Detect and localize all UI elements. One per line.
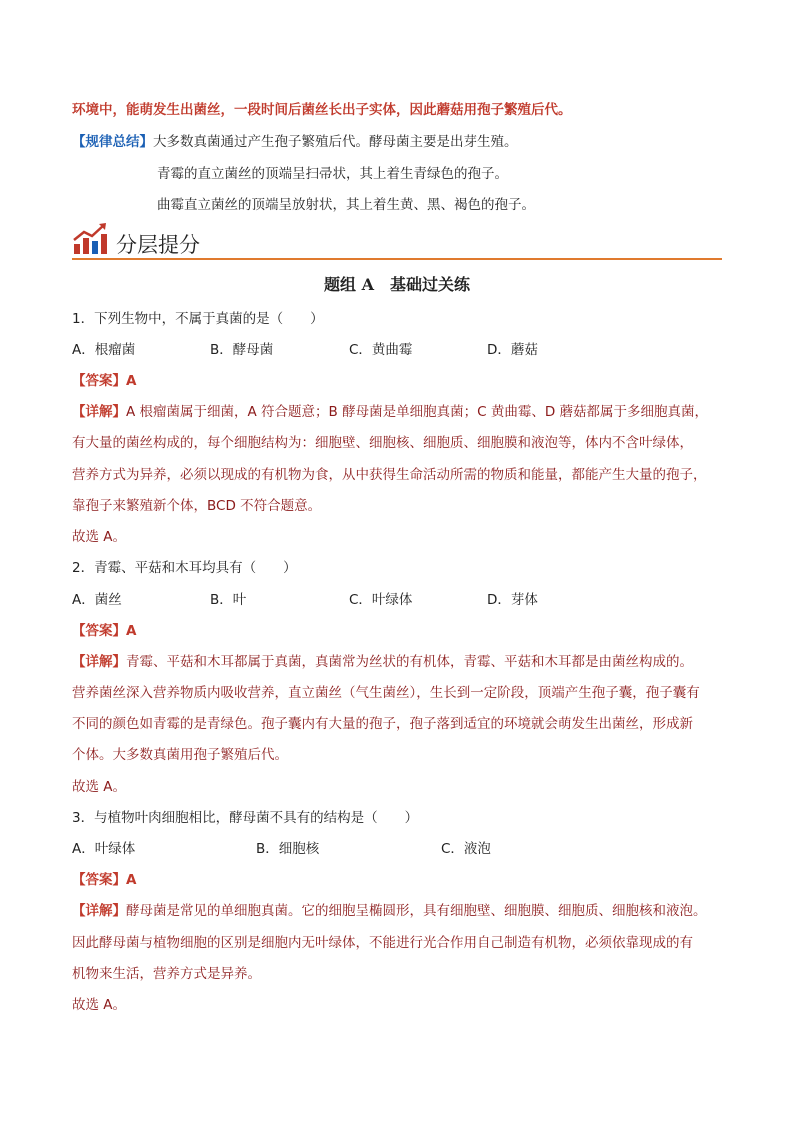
question-1-conclusion: 故选 A。 [72,529,127,545]
question-1-detail-line-4: 靠孢子来繁殖新个体，BCD 不符合题意。 [72,498,322,514]
question-2-detail-line-3: 不同的颜色如青霉的是青绿色。孢子囊内有大量的孢子，孢子落到适宜的环境就会萌发生出菌丝，形成新 [72,716,693,732]
answer-tag: 【答案】 [72,872,126,888]
section-title: 分层提分 [116,233,200,257]
question-2-option-a: A．菌丝 [72,592,122,608]
question-1-stem: 1．下列生物中，不属于真菌的是（ ） [72,311,324,327]
detail-text: 青霉、平菇和木耳都属于真菌，真菌常为丝状的有机体，青霉、平菇和木耳都是由菌丝构成的。 [126,654,693,670]
question-3-answer [72,870,136,890]
answer-value: A [126,373,137,389]
question-2-conclusion: 故选 A。 [72,779,127,795]
summary-text-1: 大多数真菌通过产生孢子繁殖后代。酵母菌主要是出芽生殖。 [153,134,518,150]
answer-tag: 【答案】 [72,623,126,639]
question-3-stem: 3．与植物叶肉细胞相比，酵母菌不具有的结构是（ ） [72,810,419,826]
detail-tag: 【详解】 [72,903,126,919]
section-divider [72,258,722,260]
question-1-detail-line-1 [72,402,708,422]
question-2-detail-line-1 [72,652,693,672]
question-1-answer [72,371,136,391]
detail-tag: 【详解】 [72,654,126,670]
section-header [72,222,722,260]
question-3-option-b: B．细胞核 [256,841,320,857]
question-3-detail-line-1 [72,901,707,921]
detail-text: A 根瘤菌属于细菌，A 符合题意；B 酵母菌是单细胞真菌；C 黄曲霉、D 蘑菇都属于多细胞真菌， [126,404,709,420]
question-1-option-d: D．蘑菇 [487,342,538,358]
summary-line-1 [72,132,518,152]
question-3-detail-line-3: 机物来生活，营养方式是异养。 [72,966,261,982]
group-title: 题组 A 基础过关练 [324,275,470,294]
question-1-detail-line-2: 有大量的菌丝构成的，每个细胞结构为：细胞壁、细胞核、细胞质、细胞膜和液泡等，体内不含叶绿体， [72,435,693,451]
question-1-option-b: B．酵母菌 [210,342,274,358]
question-2-stem: 2．青霉、平菇和木耳均具有（ ） [72,560,297,576]
question-3-detail-line-2: 因此酵母菌与植物细胞的区别是细胞内无叶绿体，不能进行光合作用自己制造有机物，必须依靠现成的有 [72,935,693,951]
summary-line-2: 青霉的直立菌丝的顶端呈扫帚状，其上着生青绿色的孢子。 [157,166,508,182]
question-3-conclusion: 故选 A。 [72,997,127,1013]
intro-line: 环境中，能萌发生出菌丝，一段时间后菌丝长出子实体，因此蘑菇用孢子繁殖后代。 [72,102,572,118]
detail-text: 酵母菌是常见的单细胞真菌。它的细胞呈椭圆形，具有细胞壁、细胞膜、细胞质、细胞核和液泡。 [126,903,707,919]
question-2-detail-line-4: 个体。大多数真菌用孢子繁殖后代。 [72,747,288,763]
question-1-detail-line-3: 营养方式为异养，必须以现成的有机物为食，从中获得生命活动所需的物质和能量，都能产生大量的孢子， [72,467,707,483]
question-1-option-a: A．根瘤菌 [72,342,136,358]
question-3-option-a: A．叶绿体 [72,841,136,857]
chart-growth-icon [72,222,108,256]
answer-value: A [126,872,137,888]
detail-tag: 【详解】 [72,404,126,420]
question-2-option-c: C．叶绿体 [349,592,413,608]
answer-value: A [126,623,137,639]
question-1-option-c: C．黄曲霉 [349,342,413,358]
question-2-option-d: D．芽体 [487,592,538,608]
answer-tag: 【答案】 [72,373,126,389]
question-3-option-c: C．液泡 [441,841,491,857]
question-2-option-b: B．叶 [210,592,247,608]
summary-tag: 【规律总结】 [72,134,153,150]
question-2-answer [72,621,136,641]
question-2-detail-line-2: 营养菌丝深入营养物质内吸收营养，直立菌丝（气生菌丝），生长到一定阶段，顶端产生孢子囊，孢子囊有 [72,685,700,701]
summary-line-3: 曲霉直立菌丝的顶端呈放射状，其上着生黄、黑、褐色的孢子。 [157,197,535,213]
